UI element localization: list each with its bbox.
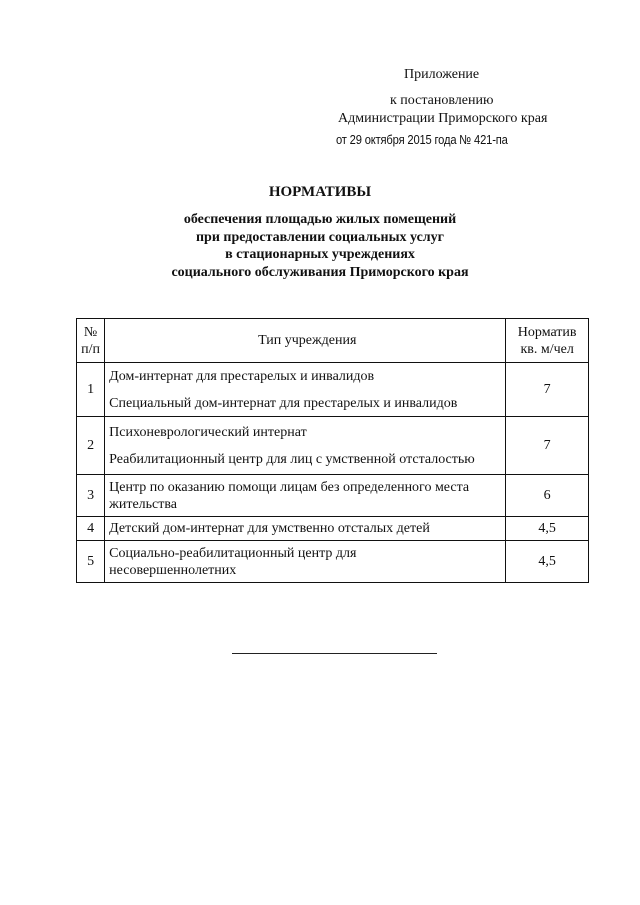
- appendix-authority: Администрации Приморского края: [338, 111, 548, 126]
- table-row: [77, 541, 589, 583]
- appendix-label: Приложение: [404, 67, 480, 82]
- document-title: НОРМАТИВЫ: [268, 184, 372, 200]
- table-row: [77, 417, 589, 475]
- type-line: Дом-интернат для престарелых и инвалидов: [109, 368, 375, 384]
- row-number: 5: [77, 541, 105, 583]
- type-line: Специальный дом-интернат для престарелых и инвалидов: [109, 395, 458, 411]
- type-line: Детский дом-интернат для умственно отсталых детей: [109, 521, 430, 536]
- row-norm: 7: [506, 417, 589, 475]
- row-norm: 7: [506, 363, 589, 417]
- subtitle-line: социального обслуживания Приморского края: [171, 264, 469, 280]
- subtitle-line: в стационарных учреждениях: [225, 247, 415, 262]
- row-type: [105, 475, 506, 517]
- table-row: [77, 363, 589, 417]
- header-norm: [506, 319, 589, 363]
- type-line: Социально-реабилитационный центр для: [109, 545, 357, 561]
- header-number-line: п/п: [81, 341, 101, 357]
- subtitle-line: при предоставлении социальных услуг: [195, 229, 444, 245]
- header-type: Тип учреждения: [105, 319, 506, 363]
- type-line: Реабилитационный центр для лиц с умственной отсталостью: [109, 451, 475, 467]
- header-norm-line: кв. м/чел: [520, 341, 574, 357]
- appendix-resolution-ref: к постановлению: [390, 93, 494, 108]
- type-line: жительства: [109, 496, 178, 512]
- document-subtitle: [0, 211, 640, 281]
- row-type: [105, 541, 506, 583]
- header-norm-line: Норматив: [517, 324, 577, 340]
- row-number: 2: [77, 417, 105, 475]
- row-number: 1: [77, 363, 105, 417]
- table-header-row: [77, 319, 589, 363]
- subtitle-line: обеспечения площадью жилых помещений: [183, 212, 457, 227]
- type-line: Центр по оказанию помощи лицам без определенного места: [109, 479, 470, 495]
- row-type: [105, 417, 506, 475]
- header-number: [77, 319, 105, 363]
- row-type: [105, 517, 506, 541]
- norms-table: [76, 318, 589, 583]
- type-line: несовершеннолетних: [109, 562, 237, 578]
- closing-rule: [232, 653, 437, 654]
- row-number: 3: [77, 475, 105, 517]
- header-number-line: №: [83, 324, 98, 340]
- row-type: [105, 363, 506, 417]
- row-norm: 4,5: [506, 517, 589, 541]
- row-norm: 6: [506, 475, 589, 517]
- row-number: 4: [77, 517, 105, 541]
- row-norm: 4,5: [506, 541, 589, 583]
- appendix-date-number: от 29 октября 2015 года № 421-па: [336, 132, 508, 147]
- table-row: [77, 517, 589, 541]
- table-row: [77, 475, 589, 517]
- type-line: Психоневрологический интернат: [109, 424, 307, 440]
